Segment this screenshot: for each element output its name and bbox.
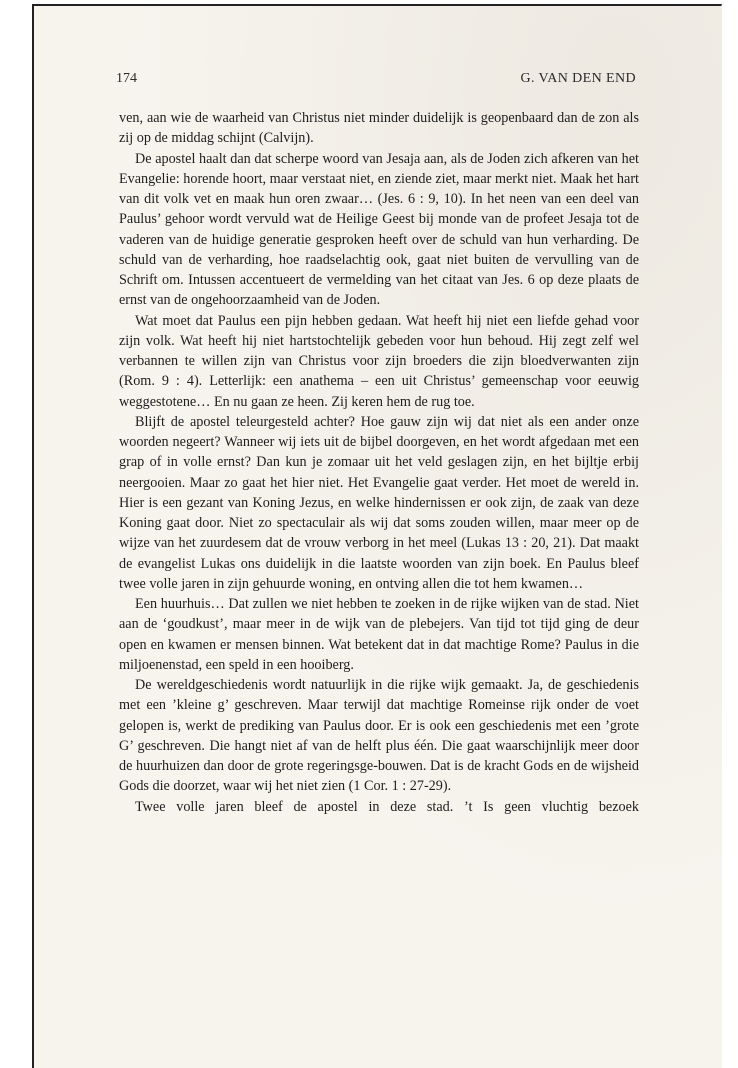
author-name: G. VAN DEN END — [520, 71, 636, 86]
paragraph-3: Wat moet dat Paulus een pijn hebben gedaan. Wat heeft hij niet een liefde gehad voor zijn volk. Wat heeft hij niet hartstochtelijk gebeden voor hun behoud. Hij zegt zelf wel verbannen te willen zijn van Christus voor zijn broeders die zijn bloedverwanten zijn (Rom. 9 : 4). Letterlijk: een anathema – een uit Christus’ gemeenschap voor eeuwig weggestotene… En nu gaan ze heen. Zij keren hem de rug toe. — [119, 312, 639, 410]
body-text — [119, 108, 639, 817]
paragraph-1: ven, aan wie de waarheid van Christus niet minder duidelijk is geopenbaard dan de zon als zij op de middag schijnt (Calvijn). — [119, 110, 639, 147]
running-header — [116, 71, 636, 91]
paragraph-2: De apostel haalt dan dat scherpe woord van Jesaja aan, als de Joden zich afkeren van het Evangelie: horende hoort, maar verstaat niet, en ziende ziet, maar merkt niet. Maak het hart van dit volk vet en maak hun oren zwaar… (Jes. 6 : 9, 10). In het neen van een deel van Paulus’ gehoor wordt vervuld wat de Heilige Geest bij monde van de profeet Jesaja tot de vaderen van de huidige generatie gesproken heeft over de schuld van hun verharding. De schuld van de verharding, hoe raadselachtig ook, gaat niet buiten de vervulling van de Schrift om. Intussen accentueert de vermelding van het citaat van Jes. 6 op deze plaats de ernst van de ongehoorzaamheid van de Joden. — [119, 150, 639, 309]
paragraph-4: Blijft de apostel teleurgesteld achter? Hoe gauw zijn wij dat niet als een ander onze woorden negeert? Wanneer wij iets uit de bijbel doorgeven, en het wordt afgedaan met een grap of in volle ernst? Dan kun je zomaar uit het veld geslagen zijn, en het bijltje erbij neergooien. Maar zo gaat het hier niet. Het Evangelie gaat verder. Het moet de wereld in. Hier is een gezant van Koning Jezus, en welke hindernissen er ook zijn, de zaak van deze Koning gaat door. Niet zo spectaculair als wij dat soms zouden willen, maar meer op de wijze van het zuurdesem dat de vrouw verborg in het meel (Lukas 13 : 20, 21). Dat maakt de evangelist Lukas ons duidelijk in die laatste woorden van zijn boek. En Paulus bleef twee volle jaren in zijn gehuurde woning, en ontving allen die tot hem kwamen… — [119, 413, 639, 592]
paragraph-5: Een huurhuis… Dat zullen we niet hebben te zoeken in de rijke wijken van de stad. Niet aan de ‘goudkust’, maar meer in de wijk van de plebejers. Van tijd tot tijd ging de deur open en kwamen er mensen binnen. Wat betekent dat in dat machtige Rome? Paulus in die miljoenenstad, een speld in een hooiberg. — [119, 596, 639, 673]
paragraph-6: De wereldgeschiedenis wordt natuurlijk in die rijke wijk gemaakt. Ja, de geschiedenis met een ’kleine g’ geschreven. Maar terwijl dat machtige Romeinse rijk onder de voet gelopen is, werkt de prediking van Paulus door. Er is ook een geschiedenis met een ’grote G’ geschreven. Die hangt niet af van de helft plus één. Die gaat waarschijnlijk meer door de huurhuizen dan door de grote regeringsge-bouwen. Dat is de kracht Gods en de wijsheid Gods die doorzet, waar wij het niet zien (1 Cor. 1 : 27-29). — [119, 677, 639, 795]
paragraph-7: Twee volle jaren bleef de apostel in deze stad. ’t Is geen vluchtig bezoek — [135, 798, 639, 815]
page-number: 174 — [116, 71, 137, 86]
